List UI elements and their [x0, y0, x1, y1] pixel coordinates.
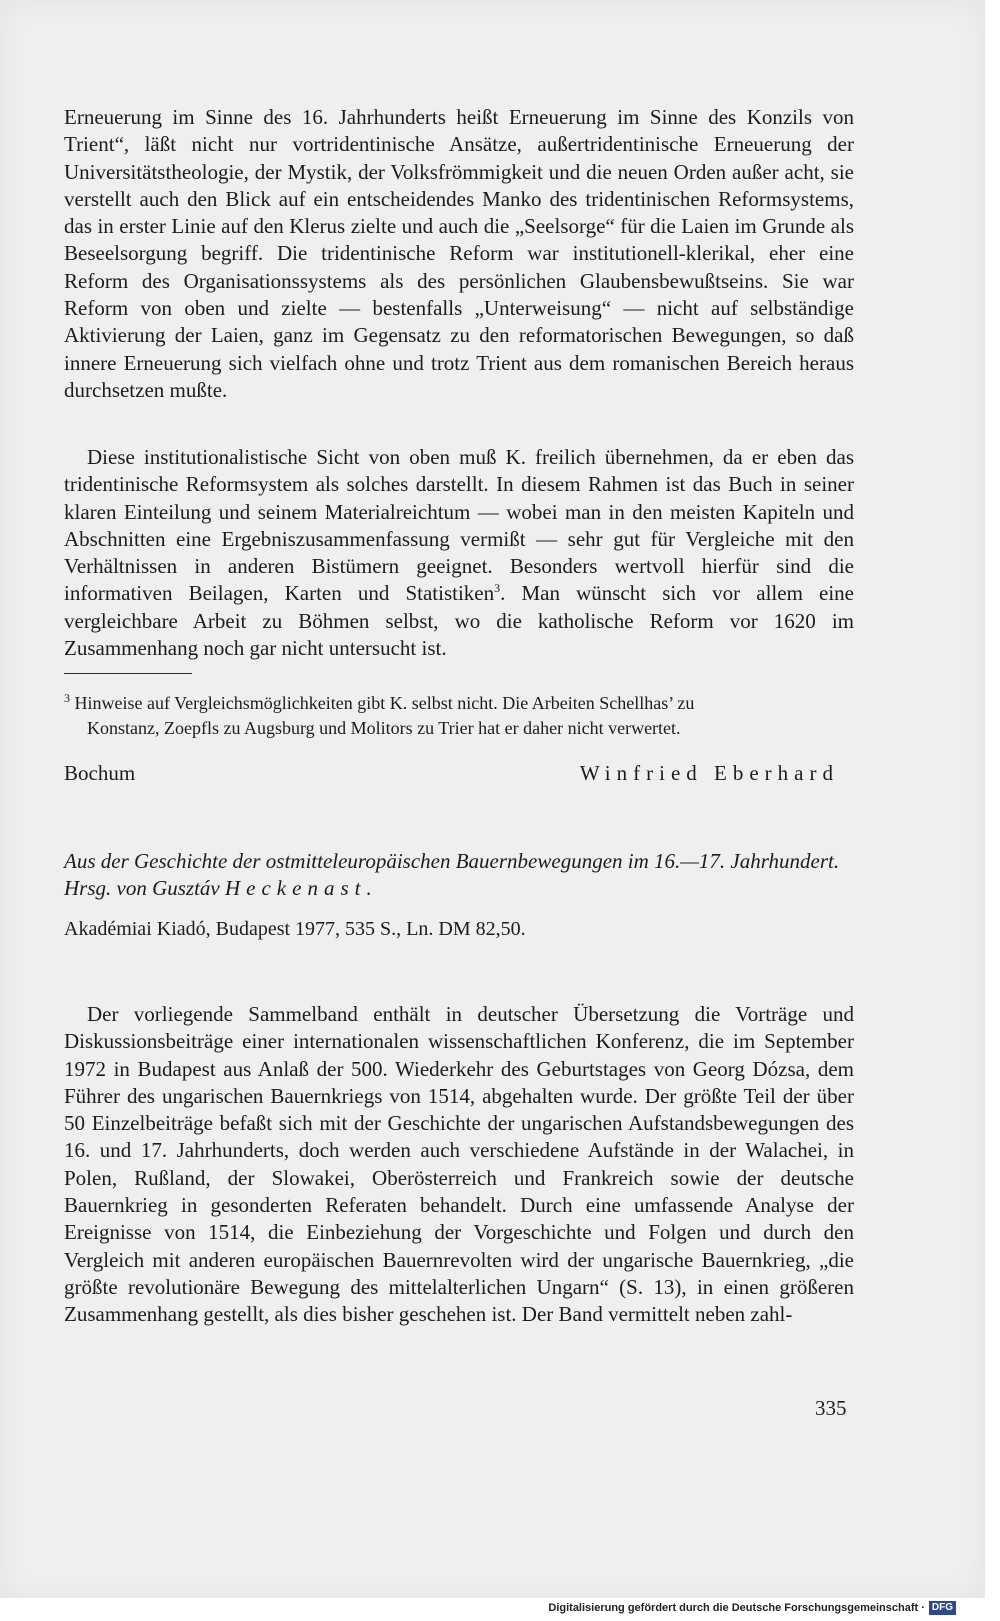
footnote-separator: [64, 673, 192, 674]
footnote-line-1: Hinweise auf Vergleichsmöglichkeiten gibt K. selbst nicht. Die Arbeiten Schellhas’ zu: [74, 693, 695, 713]
signature-author: Winfried Eberhard: [579, 761, 839, 785]
paragraph-institutional-view: [64, 444, 854, 662]
page-number: 335: [815, 1396, 847, 1420]
footnote-number: 3: [64, 691, 70, 705]
digitization-credit: [548, 1601, 956, 1615]
review-publication-info: Akadémiai Kiadó, Budapest 1977, 535 S., Ln. DM 82,50.: [64, 918, 526, 940]
review-title-text: Aus der Geschichte der ostmitteleuropäischen Bauernbewegungen im 16.—17. Jahrhundert. Hrsg. von Gusztáv: [64, 849, 840, 901]
signature-place: Bochum: [64, 761, 136, 785]
paragraph-text: Diese institutionalistische Sicht von oben muß K. freilich übernehmen, da er eben das tridentinische Reformsystem als solches darstellt. In diesem Rahmen ist das Buch in seiner klaren Einteilung und seinem Materialreichtum — wobei man in den meisten Kapiteln und Abschnitten eine Ergebniszusammenfassung vermißt — sehr gut für Vergleiche mit den Verhältnissen in anderen Bistümern geeignet. Besonders wertvoll hierfür sind die informativen Beilagen, Karten und Statistiken: [64, 445, 854, 606]
footnote-line-2: Konstanz, Zoepfls zu Augsburg und Molitors zu Trier hat er daher nicht verwertet.: [87, 717, 681, 738]
footnote-reference: 3: [494, 581, 501, 596]
paragraph-review-body: Der vorliegende Sammelband enthält in deutscher Übersetzung die Vorträge und Diskussionsbeiträge einer internationalen wissenschaftlichen Konferenz, die im September 1972 in Budapest aus Anlaß der 500. Wiederkehr des Geburtstages von Georg Dózsa, dem Führer des ungarischen Bauernkriegs von 1514, abgehalten wurde. Der größte Teil der über 50 Einzelbeiträge befaßt sich mit der Geschichte der ungarischen Aufstandsbewegungen des 16. und 17. Jahrhunderts, doch werden auch verschiedene Aufstände in der Walachei, in Polen, Rußland, der Slowakei, Oberösterreich und Frankreich sowie der deutsche Bauernkrieg in gesonderten Referaten behandelt. Durch eine umfassende Analyse der Ereignisse von 1514, die Einbeziehung der Vorgeschichte und Folgen und durch den Vergleich mit anderen europäischen Bauernrevolten wird der ungarische Bauernkrieg, „die größte revolutionäre Bewegung des mittelalterlichen Ungarn“ (S. 13), in einen größeren Zusammenhang gestellt, als dies bisher geschehen ist. Der Band vermittelt neben zahl-: [64, 1002, 854, 1327]
paragraph-text-continued: . Man wünscht sich vor allem eine vergleichbare Arbeit zu Böhmen selbst, wo die katholische Reform vor 1620 im Zusammenhang noch gar nicht untersucht ist.: [64, 581, 854, 661]
review-editor-surname: Heckenast.: [225, 876, 378, 901]
dfg-logo: DFG: [929, 1601, 956, 1615]
digitization-credit-text: Digitalisierung gefördert durch die Deutsche Forschungsgemeinschaft ·: [548, 1602, 925, 1614]
footnote: [64, 691, 854, 740]
paragraph-continued: Erneuerung im Sinne des 16. Jahrhunderts heißt Erneuerung im Sinne des Konzils von Trient“, läßt nicht nur vortridentinische Ansätze, außertridentinische Erneuerung der Universitätstheologie, der Mystik, der Volksfrömmigkeit und die neuen Orden außer acht, sie verstellt auch den Blick auf ein entscheidendes Manko des tridentinischen Reformsystems, das in erster Linie auf den Klerus zielte und auch die „Seelsorge“ für die Laien im Grunde als Beseelsorgung begriff. Die tridentinische Reform war institutionell-klerikal, eher eine Reform des Organisationssystems als des persönlichen Glaubensbewußtseins. Sie war Reform von oben und zielte — bestenfalls „Unterweisung“ — nicht auf selbständige Aktivierung der Laien, ganz im Gegensatz zu den reformatorischen Bewegungen, so daß innere Erneuerung sich vielfach ohne und trotz Trient aus dem romanischen Bereich heraus durchsetzen mußte.: [64, 105, 854, 402]
review-title: [64, 848, 854, 903]
